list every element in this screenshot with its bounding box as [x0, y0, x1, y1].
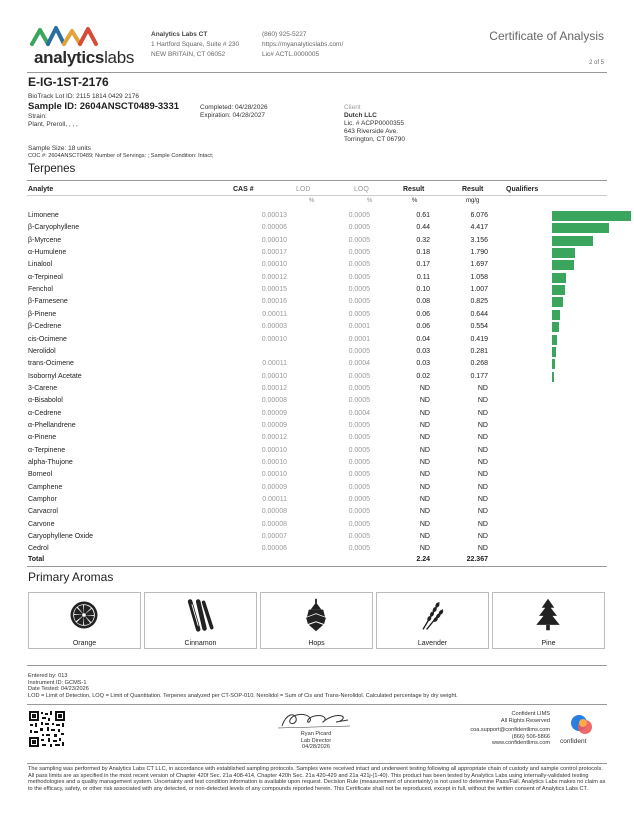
terpene-lod: 0.00012	[261, 434, 287, 442]
lavender-icon	[413, 597, 451, 633]
terpene-lod: 0.00010	[261, 471, 287, 479]
terpene-result-mg: ND	[477, 471, 488, 479]
page-number: 2 of 5	[588, 60, 604, 66]
terpene-row	[28, 321, 604, 333]
terpene-result-pct: ND	[419, 459, 430, 466]
terpene-result-pct: ND	[419, 397, 430, 405]
terpene-loq: 0.0005	[348, 261, 370, 269]
terpene-result-mg: ND	[477, 409, 488, 417]
terpene-row	[28, 457, 604, 469]
terpene-row	[28, 432, 604, 444]
terpene-lod: 0.00017	[261, 249, 287, 257]
terpene-result-mg: ND	[477, 459, 488, 466]
total-divider	[27, 566, 607, 567]
terpene-result-pct: 0.17	[416, 261, 430, 269]
total-mg: 22.367	[466, 556, 488, 563]
terpene-result-mg: 0.554	[470, 323, 488, 331]
terpene-row	[28, 358, 604, 370]
terpene-loq: 0.0005	[348, 310, 370, 318]
terpene-loq: 0.0005	[348, 212, 370, 219]
terpene-name: 3-Carene	[28, 384, 58, 392]
terpene-result-pct: ND	[419, 520, 430, 528]
qualifier-bar	[552, 260, 574, 270]
notes-divider	[27, 704, 607, 705]
terpene-lod: 0.00009	[261, 409, 287, 417]
terpene-row	[28, 494, 604, 506]
terpene-loq: 0.0005	[348, 249, 370, 257]
terpene-loq: 0.0005	[348, 520, 370, 528]
terpene-loq: 0.0005	[348, 459, 370, 466]
terpene-result-mg: ND	[477, 533, 488, 541]
terpene-result-mg: ND	[477, 446, 488, 454]
terpene-loq: 0.0005	[348, 483, 370, 491]
terpene-loq: 0.0005	[348, 471, 370, 479]
terpenes-title: Terpenes	[28, 163, 76, 175]
terpene-loq: 0.0005	[348, 236, 370, 244]
analyticslabs-logo	[28, 22, 140, 68]
terpene-result-mg: 3.156	[470, 236, 488, 244]
terpene-lod: 0.00006	[261, 545, 287, 553]
terpene-result-mg: ND	[477, 434, 488, 442]
client-address-line1: 643 Riverside Ave.	[344, 128, 399, 135]
terpene-result-mg: 0.419	[470, 335, 488, 343]
terpene-row	[28, 371, 604, 383]
terpene-loq: 0.0005	[348, 508, 370, 516]
terpene-name: Borneol	[28, 471, 53, 479]
unit-result-mg: mg/g	[466, 198, 480, 204]
qualifier-bar	[552, 297, 563, 307]
header-row-divider	[27, 195, 607, 196]
coc-info: COC #: 2604ANSCT0489; Number of Servings: ; Sample Condition: Intact;	[28, 153, 214, 159]
terpene-result-mg: 1.697	[470, 261, 488, 269]
terpene-name: β-Farnesene	[28, 298, 68, 306]
terpene-result-pct: 0.44	[416, 224, 430, 232]
terpene-row	[28, 235, 604, 247]
terpene-result-pct: 0.06	[416, 310, 430, 318]
terpene-result-mg: 4.417	[470, 224, 488, 232]
terpene-result-pct: 0.08	[416, 298, 430, 306]
lab-name: Analytics Labs CT	[151, 31, 208, 38]
terpene-loq: 0.0005	[348, 273, 370, 281]
lims-name: Confident LIMS	[511, 711, 550, 717]
terpene-name: α-Terpinene	[28, 446, 66, 454]
signer-date: 04/28/2026	[302, 744, 330, 750]
terpene-loq: 0.0005	[348, 446, 370, 454]
signer-block	[296, 731, 336, 751]
total-pct: 2.24	[416, 556, 430, 563]
logo-mountains-icon	[28, 22, 140, 48]
unit-loq: %	[367, 198, 373, 204]
terpene-lod: 0.00010	[261, 261, 287, 269]
col-cas: CAS #	[233, 186, 254, 193]
terpene-name: trans-Ocimene	[28, 360, 74, 368]
terpene-name: Isobornyl Acetate	[28, 372, 82, 380]
terpene-result-mg: ND	[477, 397, 488, 405]
aroma-label: Pine	[541, 640, 556, 647]
terpene-name: Fenchol	[28, 286, 53, 294]
terpene-lod: 0.00011	[262, 360, 287, 368]
qualifier-bar	[552, 372, 554, 382]
cinnamon-icon	[181, 597, 219, 633]
col-qualifiers: Qualifiers	[506, 186, 539, 193]
terpene-row	[28, 334, 604, 346]
terpene-loq: 0.0005	[348, 434, 370, 442]
aromas-title: Primary Aromas	[28, 570, 114, 584]
signature-image	[276, 708, 352, 732]
terpene-row	[28, 296, 604, 308]
client-info	[344, 104, 405, 144]
terpene-result-pct: ND	[419, 434, 430, 442]
terpene-row	[28, 531, 604, 543]
date-tested: Date Tested: 04/23/2026	[28, 686, 89, 692]
terpene-result-pct: ND	[419, 508, 430, 516]
orange-slice-icon	[65, 597, 103, 633]
unit-lod: %	[309, 198, 315, 204]
terpenes-divider	[27, 180, 607, 181]
terpene-result-pct: ND	[419, 483, 430, 491]
qualifier-bar	[552, 285, 565, 295]
expiration-date: Expiration: 04/28/2027	[200, 112, 266, 119]
terpene-loq: 0.0001	[348, 335, 370, 343]
terpene-row	[28, 469, 604, 481]
terpene-row	[28, 272, 604, 284]
terpene-lod: 0.00008	[261, 397, 287, 405]
terpene-lod: 0.00016	[261, 298, 287, 306]
terpene-result-mg: 0.644	[470, 310, 488, 318]
terpene-loq: 0.0005	[348, 298, 370, 306]
lims-phone: (866) 506-5866	[511, 733, 550, 740]
terpene-name: β-Myrcene	[28, 236, 62, 244]
terpene-result-pct: 0.61	[416, 212, 430, 219]
lab-contact	[262, 30, 343, 60]
total-label: Total	[28, 556, 45, 563]
terpene-loq: 0.0005	[348, 533, 370, 541]
qualifier-bar	[552, 310, 560, 320]
terpene-result-pct: 0.02	[416, 372, 430, 380]
terpene-name: α-Pinene	[28, 434, 57, 442]
terpene-lod: 0.00012	[261, 273, 287, 281]
aroma-label: Hops	[308, 640, 325, 647]
confident-logo-icon	[570, 714, 594, 736]
strain: Strain:	[28, 113, 47, 120]
terpene-result-mg: ND	[477, 496, 488, 504]
terpene-result-mg: 0.268	[470, 360, 488, 368]
terpene-name: Camphor	[28, 496, 57, 504]
aroma-label: Cinnamon	[184, 640, 217, 647]
terpene-result-mg: ND	[477, 483, 488, 491]
lab-license: Lic# ACTL.0000005	[262, 51, 320, 58]
terpene-name: Cedrol	[28, 545, 49, 553]
aromas-divider	[27, 665, 607, 666]
header-divider	[27, 72, 607, 73]
terpene-result-pct: 0.18	[416, 249, 430, 257]
terpene-result-mg: 0.281	[470, 347, 488, 355]
terpene-result-mg: ND	[477, 545, 488, 553]
document-title: Certificate of Analysis	[489, 29, 604, 43]
terpene-row	[28, 420, 604, 432]
instrument-id: Instrument ID: GCMS-1	[28, 679, 87, 686]
terpene-result-mg: 6.076	[470, 212, 488, 219]
terpene-row	[28, 506, 604, 518]
terpene-result-mg: ND	[477, 384, 488, 392]
terpene-row	[28, 383, 604, 395]
qualifier-bar	[552, 236, 593, 246]
qualifier-bar	[552, 211, 631, 221]
terpene-lod: 0.00013	[261, 212, 287, 219]
terpene-row	[28, 222, 604, 234]
aroma-cinnamon	[144, 592, 257, 649]
terpene-row	[28, 284, 604, 296]
terpene-result-pct: 0.11	[416, 273, 430, 281]
terpene-name: Nerolidol	[28, 347, 56, 355]
signer-name: Ryan Picard	[300, 731, 332, 737]
col-loq: LOQ	[354, 186, 369, 193]
completed-date: Completed: 04/28/2026	[200, 104, 268, 111]
terpene-result-pct: 0.10	[416, 286, 430, 294]
terpene-name: α-Humulene	[28, 249, 67, 257]
terpene-loq: 0.0005	[348, 286, 370, 294]
terpene-row	[28, 247, 604, 259]
qualifier-bar	[552, 335, 557, 345]
terpene-loq: 0.0005	[348, 496, 370, 504]
terpene-result-mg: ND	[477, 421, 488, 429]
terpene-lod: 0.00009	[261, 483, 287, 491]
terpene-lod: 0.00003	[261, 323, 287, 331]
terpene-lod: 0.00010	[261, 372, 287, 380]
qualifier-bar	[552, 223, 609, 233]
aroma-label: Lavender	[417, 640, 448, 647]
terpene-loq: 0.0005	[348, 545, 370, 553]
terpene-result-mg: ND	[477, 508, 488, 516]
terpene-loq: 0.0001	[348, 323, 370, 331]
lims-info	[470, 711, 550, 747]
qualifier-bar	[552, 273, 566, 283]
terpene-result-mg: 0.177	[470, 372, 488, 380]
hops-icon	[297, 597, 335, 633]
terpene-name: Carvacrol	[28, 508, 58, 516]
terpene-row	[28, 395, 604, 407]
footer-divider	[27, 763, 607, 764]
lims-web[interactable]: www.confidentlims.com	[491, 740, 550, 746]
terpene-name: β-Caryophyllene	[28, 224, 80, 232]
terpene-name: β-Pinene	[28, 310, 57, 318]
dates	[200, 104, 268, 120]
terpene-row	[28, 482, 604, 494]
terpene-result-pct: 0.32	[416, 236, 430, 244]
terpene-row	[28, 259, 604, 271]
aroma-pine	[492, 592, 605, 649]
terpene-name: α-Terpineol	[28, 273, 63, 281]
signer-title: Lab Director	[300, 737, 332, 744]
terpene-lod: 0.00010	[261, 335, 287, 343]
terpene-lod: 0.00008	[261, 520, 287, 528]
pine-tree-icon	[529, 597, 567, 633]
method-notes: LOD = Limit of Detection, LOQ = Limit of Quantitation. Terpenes analyzed per CT-SOP-010. Nerolidol = Sum of Cis and Trans-Nerolidol. Calculated percentage by dry weight.	[28, 692, 458, 699]
lims-email[interactable]: coa.support@confidentlims.com	[470, 727, 550, 733]
terpene-loq: 0.0004	[348, 360, 370, 368]
client-label: Client	[344, 104, 361, 111]
lab-address-line2: NEW BRITAIN, CT 06052	[151, 51, 226, 58]
matrix: Plant, Preroll, , , ,	[28, 121, 78, 128]
terpene-row	[28, 210, 604, 222]
terpene-loq: 0.0005	[348, 372, 370, 380]
terpene-result-pct: ND	[419, 471, 430, 479]
terpene-name: β-Cedrene	[28, 323, 62, 331]
biotrack-lot-id: BioTrack Lot ID: 2115 1814 0429 2176	[28, 93, 139, 100]
confident-wordmark: confident	[560, 738, 587, 745]
terpene-result-pct: 0.04	[416, 335, 430, 343]
qualifier-bar	[552, 322, 559, 332]
terpene-result-mg: 0.825	[470, 298, 488, 306]
terpene-result-mg: 1.058	[470, 273, 488, 281]
terpene-name: cis-Ocimene	[28, 335, 67, 343]
unit-result-pct: %	[412, 198, 418, 204]
client-license: Lic. # ACPP0000355	[344, 120, 404, 127]
terpene-row	[28, 309, 604, 321]
terpene-loq: 0.0005	[348, 347, 370, 355]
terpene-name: alpha-Thujone	[28, 459, 73, 466]
sample-id: Sample ID: 2604ANSCT0489-3331	[28, 101, 180, 112]
terpene-result-mg: 1.007	[470, 286, 488, 294]
terpene-lod: 0.00011	[262, 496, 287, 504]
qualifier-bar	[552, 347, 556, 357]
terpene-lod: 0.00009	[261, 421, 287, 429]
aroma-label: Orange	[72, 640, 97, 647]
logo-wordmark: analyticslabs	[34, 48, 135, 67]
terpene-name: Caryophyllene Oxide	[28, 533, 93, 541]
terpene-name: Limonene	[28, 212, 59, 219]
lab-info	[151, 30, 239, 60]
terpene-result-pct: 0.06	[416, 323, 430, 331]
terpene-lod: 0.00010	[261, 446, 287, 454]
terpene-lod: 0.00008	[261, 508, 287, 516]
terpene-lod: 0.00010	[261, 459, 287, 466]
terpene-result-pct: 0.03	[416, 347, 430, 355]
client-address-line2: Torrington, CT 06790	[344, 136, 405, 143]
terpene-lod: 0.00015	[261, 286, 287, 294]
terpene-lod: 0.00010	[261, 236, 287, 244]
terpene-result-pct: ND	[419, 384, 430, 392]
total-row	[28, 554, 604, 566]
terpene-lod: 0.00011	[262, 310, 287, 318]
terpene-name: α-Phellandrene	[28, 421, 76, 429]
terpene-result-pct: 0.03	[416, 360, 430, 368]
lab-phone: (860) 925-5227	[262, 31, 307, 38]
terpene-result-mg: ND	[477, 520, 488, 528]
terpene-row	[28, 346, 604, 358]
aroma-orange	[28, 592, 141, 649]
client-name: Dutch LLC	[344, 112, 377, 119]
terpene-result-pct: ND	[419, 545, 430, 553]
terpene-lod: 0.00007	[261, 533, 287, 541]
sample-size: Sample Size: 18 units	[28, 145, 91, 152]
terpene-result-pct: ND	[419, 496, 430, 504]
terpene-result-mg: 1.790	[470, 249, 488, 257]
aroma-lavender	[376, 592, 489, 649]
terpene-row	[28, 519, 604, 531]
col-result-pct: Result	[403, 186, 425, 193]
terpene-name: α-Bisabolol	[28, 397, 63, 405]
aroma-hops	[260, 592, 373, 649]
terpene-result-pct: ND	[419, 533, 430, 541]
terpene-row	[28, 408, 604, 420]
terpene-loq: 0.0005	[348, 397, 370, 405]
qualifier-bar	[552, 248, 575, 258]
lims-rights: All Rights Reserved	[500, 717, 550, 724]
terpene-result-pct: ND	[419, 409, 430, 417]
terpene-loq: 0.0005	[348, 384, 370, 392]
terpene-loq: 0.0004	[348, 409, 370, 417]
qualifier-bar	[552, 359, 555, 369]
lab-address-line1: 1 Hartford Square, Suite # 230	[151, 41, 240, 48]
terpene-row	[28, 445, 604, 457]
col-result-mg: Result	[462, 186, 484, 193]
terpene-name: α-Cedrene	[28, 409, 62, 417]
col-lod: LOD	[296, 186, 311, 193]
terpene-name: Linalool	[28, 261, 53, 269]
terpene-result-pct: ND	[419, 421, 430, 429]
col-analyte: Analyte	[28, 186, 54, 193]
entered-by: Entered by: 013	[28, 673, 68, 679]
qr-code-icon	[28, 710, 66, 748]
terpene-loq: 0.0005	[348, 224, 370, 232]
sample-title: E-IG-1ST-2176	[28, 75, 109, 89]
lab-website[interactable]: https://myanalyticslabs.com/	[262, 41, 344, 48]
terpene-result-pct: ND	[419, 446, 430, 454]
terpene-name: Camphene	[28, 483, 63, 491]
terpene-lod: 0.00012	[261, 384, 287, 392]
terpene-name: Carvone	[28, 520, 55, 528]
confident-logo	[560, 714, 604, 750]
terpene-lod: 0.00006	[261, 224, 287, 232]
terpene-loq: 0.0005	[348, 421, 370, 429]
disclaimer: The sampling was performed by Analytics Labs CT LLC, in accordance with established sampling protocols. Samples were received intact and underwent testing following all appropriate chain of custody and sample control protocols. All pass limits are as specified in the most recent version of Chapter 420f Sec. 21a 408-414, Chapter 420h Sec. 21a 420-429 and 21a 421j-(1-40). This product has been tested by Analytics Labs using internally-validated testing methodologies and a quality management system. Uncertainty and test condition information is available upon request. Decision Rule (measurement of uncertainty) is not used to determine Pass/Fail. Analytics Labs makes no claim as to the efficacy, safety, or other risk associated with any detected, or non-detected levels of any compounds reported herein. This Certificate shall not be reproduced, except in full, without the written consent of Analytics Labs CT.	[28, 766, 606, 792]
test-info	[28, 673, 458, 699]
